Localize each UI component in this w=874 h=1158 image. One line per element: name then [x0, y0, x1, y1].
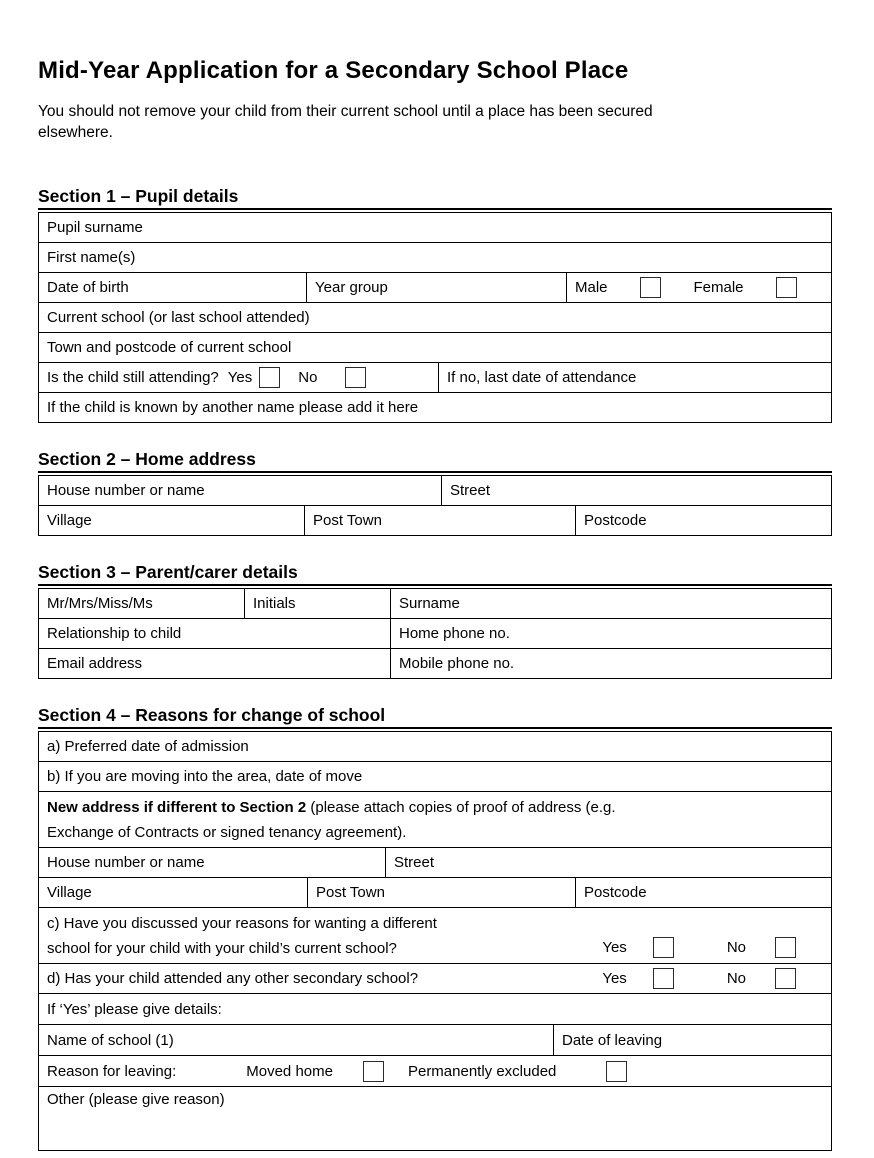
other-name-label: If the child is known by another name please add it here [47, 399, 419, 416]
reason-for-leaving-label: Reason for leaving: [47, 1062, 177, 1080]
intro-line1: You should not remove your child from their current school until a place has been secured [38, 103, 653, 120]
new-address-note-bold: New address if different to Section 2 [47, 799, 307, 816]
table-row [39, 332, 831, 362]
home-phone-label: Home phone no. [399, 625, 510, 642]
male-checkbox[interactable] [640, 277, 661, 298]
table-row [39, 1024, 831, 1055]
discussed-question-line1: c) Have you discussed your reasons for wanting a different [47, 915, 437, 932]
discussed-no-checkbox[interactable] [775, 937, 796, 958]
table-row [39, 618, 831, 648]
mobile-phone-label: Mobile phone no. [399, 655, 515, 672]
home-house-field[interactable] [39, 476, 441, 505]
date-of-leaving-field[interactable] [553, 1025, 831, 1055]
new-postcode-field[interactable] [575, 878, 831, 907]
still-attending-label: Is the child still attending? [47, 369, 219, 386]
attending-no-label: No [298, 369, 318, 386]
permanently-excluded-label: Permanently excluded [407, 1062, 557, 1080]
parent-surname-label: Surname [399, 595, 460, 612]
new-address-note-line2: Exchange of Contracts or signed tenancy agreement). [47, 824, 407, 841]
parent-initials-field[interactable] [244, 589, 390, 618]
new-address-note [39, 792, 831, 847]
table-row [39, 1086, 831, 1150]
table-row [39, 392, 831, 422]
home-street-label: Street [450, 482, 491, 499]
new-village-field[interactable] [39, 878, 307, 907]
reason-for-leaving-cell [39, 1056, 831, 1086]
table-row [39, 877, 831, 907]
current-school-label: Current school (or last school attended) [47, 309, 310, 326]
table-row [39, 213, 831, 242]
male-label: Male [575, 279, 608, 296]
attended-other-yes-checkbox[interactable] [653, 968, 674, 989]
new-house-field[interactable] [39, 848, 385, 877]
section1-heading: Section 1 – Pupil details [38, 186, 832, 210]
date-of-birth-label: Date of birth [47, 279, 129, 296]
attended-other-yes-label: Yes [602, 970, 627, 987]
page-title: Mid-Year Application for a Secondary School Place [38, 57, 629, 84]
moved-home-label: Moved home [246, 1062, 333, 1080]
relationship-field[interactable] [39, 619, 390, 648]
attended-other-question-cell [39, 964, 831, 993]
parent-surname-field[interactable] [390, 589, 831, 618]
section2-table [38, 475, 832, 536]
intro-line2: elsewhere. [38, 124, 113, 141]
table-row [39, 476, 831, 505]
attended-other-no-label: No [726, 970, 746, 987]
section3-heading: Section 3 – Parent/carer details [38, 562, 832, 586]
table-row [39, 993, 831, 1024]
other-reason-label: Other (please give reason) [47, 1091, 225, 1108]
date-of-birth-field[interactable] [39, 273, 306, 302]
discussed-yes-label: Yes [602, 939, 627, 956]
school-name-field[interactable] [39, 1025, 553, 1055]
attending-yes-label: Yes [227, 369, 253, 386]
new-street-field[interactable] [385, 848, 831, 877]
school-name-label: Name of school (1) [47, 1031, 174, 1049]
table-row [39, 648, 831, 678]
date-of-leaving-label: Date of leaving [562, 1031, 663, 1049]
attended-other-question: d) Has your child attended any other secondary school? [47, 970, 419, 987]
new-village-label: Village [47, 884, 92, 901]
pupil-surname-field[interactable] [39, 213, 831, 242]
attending-no-checkbox[interactable] [345, 367, 366, 388]
still-attending-cell [39, 363, 438, 392]
date-of-move-label: b) If you are moving into the area, date of move [47, 768, 363, 785]
new-address-note-line1 [47, 795, 823, 820]
last-attendance-date-label: If no, last date of attendance [447, 369, 637, 386]
parent-title-field[interactable] [39, 589, 244, 618]
moved-home-checkbox[interactable] [363, 1061, 384, 1082]
if-yes-details-label: If ‘Yes’ please give details: [47, 1000, 222, 1018]
discussed-yes-checkbox[interactable] [653, 937, 674, 958]
table-row [39, 1055, 831, 1086]
other-reason-field[interactable] [39, 1087, 831, 1150]
new-postcode-label: Postcode [584, 884, 647, 901]
table-row [39, 589, 831, 618]
home-village-label: Village [47, 512, 92, 529]
home-post-town-field[interactable] [304, 506, 575, 535]
table-row [39, 505, 831, 535]
permanently-excluded-checkbox[interactable] [606, 1061, 627, 1082]
preferred-admission-date-field[interactable] [39, 732, 831, 761]
first-names-field[interactable] [39, 243, 831, 272]
attended-other-yes-no-group [602, 968, 796, 989]
mobile-phone-field[interactable] [390, 649, 831, 678]
home-postcode-field[interactable] [575, 506, 831, 535]
year-group-label: Year group [315, 279, 388, 296]
table-row [39, 302, 831, 332]
date-of-move-field[interactable] [39, 762, 831, 791]
section2-heading: Section 2 – Home address [38, 449, 832, 473]
pupil-surname-label: Pupil surname [47, 219, 143, 236]
home-house-label: House number or name [47, 482, 205, 499]
gender-cell [566, 273, 831, 302]
intro-note [38, 101, 832, 143]
new-address-note-tail: (please attach copies of proof of address (e.g. [306, 799, 616, 816]
new-post-town-field[interactable] [307, 878, 575, 907]
table-row [39, 242, 831, 272]
table-row [39, 761, 831, 791]
section4-table [38, 731, 832, 1151]
parent-title-label: Mr/Mrs/Miss/Ms [47, 595, 153, 612]
home-village-field[interactable] [39, 506, 304, 535]
first-names-label: First name(s) [47, 249, 136, 266]
discussed-yes-no-group [602, 937, 796, 958]
table-row [39, 362, 831, 392]
discussed-question-line2: school for your child with your child’s current school? [47, 940, 397, 957]
discussed-no-label: No [726, 939, 746, 956]
section4-heading: Section 4 – Reasons for change of school [38, 705, 832, 729]
home-phone-field[interactable] [390, 619, 831, 648]
female-label: Female [693, 279, 744, 296]
table-row [39, 272, 831, 302]
table-row [39, 791, 831, 847]
parent-initials-label: Initials [253, 595, 296, 612]
home-postcode-label: Postcode [584, 512, 647, 529]
table-row [39, 732, 831, 761]
table-row [39, 963, 831, 993]
relationship-label: Relationship to child [47, 625, 182, 642]
section1-table [38, 212, 832, 423]
town-postcode-field[interactable] [39, 333, 831, 362]
other-name-field[interactable] [39, 393, 831, 422]
year-group-field[interactable] [306, 273, 566, 302]
new-street-label: Street [394, 854, 435, 871]
if-yes-details-cell [39, 994, 831, 1024]
email-field[interactable] [39, 649, 390, 678]
table-row [39, 847, 831, 877]
last-attendance-date-field[interactable] [438, 363, 831, 392]
section3-table [38, 588, 832, 679]
email-label: Email address [47, 655, 143, 672]
attending-yes-checkbox[interactable] [259, 367, 280, 388]
table-row [39, 907, 831, 963]
current-school-field[interactable] [39, 303, 831, 332]
new-post-town-label: Post Town [316, 884, 385, 901]
new-house-label: House number or name [47, 854, 205, 871]
town-postcode-label: Town and postcode of current school [47, 339, 292, 356]
home-street-field[interactable] [441, 476, 831, 505]
preferred-admission-date-label: a) Preferred date of admission [47, 738, 249, 755]
home-post-town-label: Post Town [313, 512, 382, 529]
female-checkbox[interactable] [776, 277, 797, 298]
attended-other-no-checkbox[interactable] [775, 968, 796, 989]
